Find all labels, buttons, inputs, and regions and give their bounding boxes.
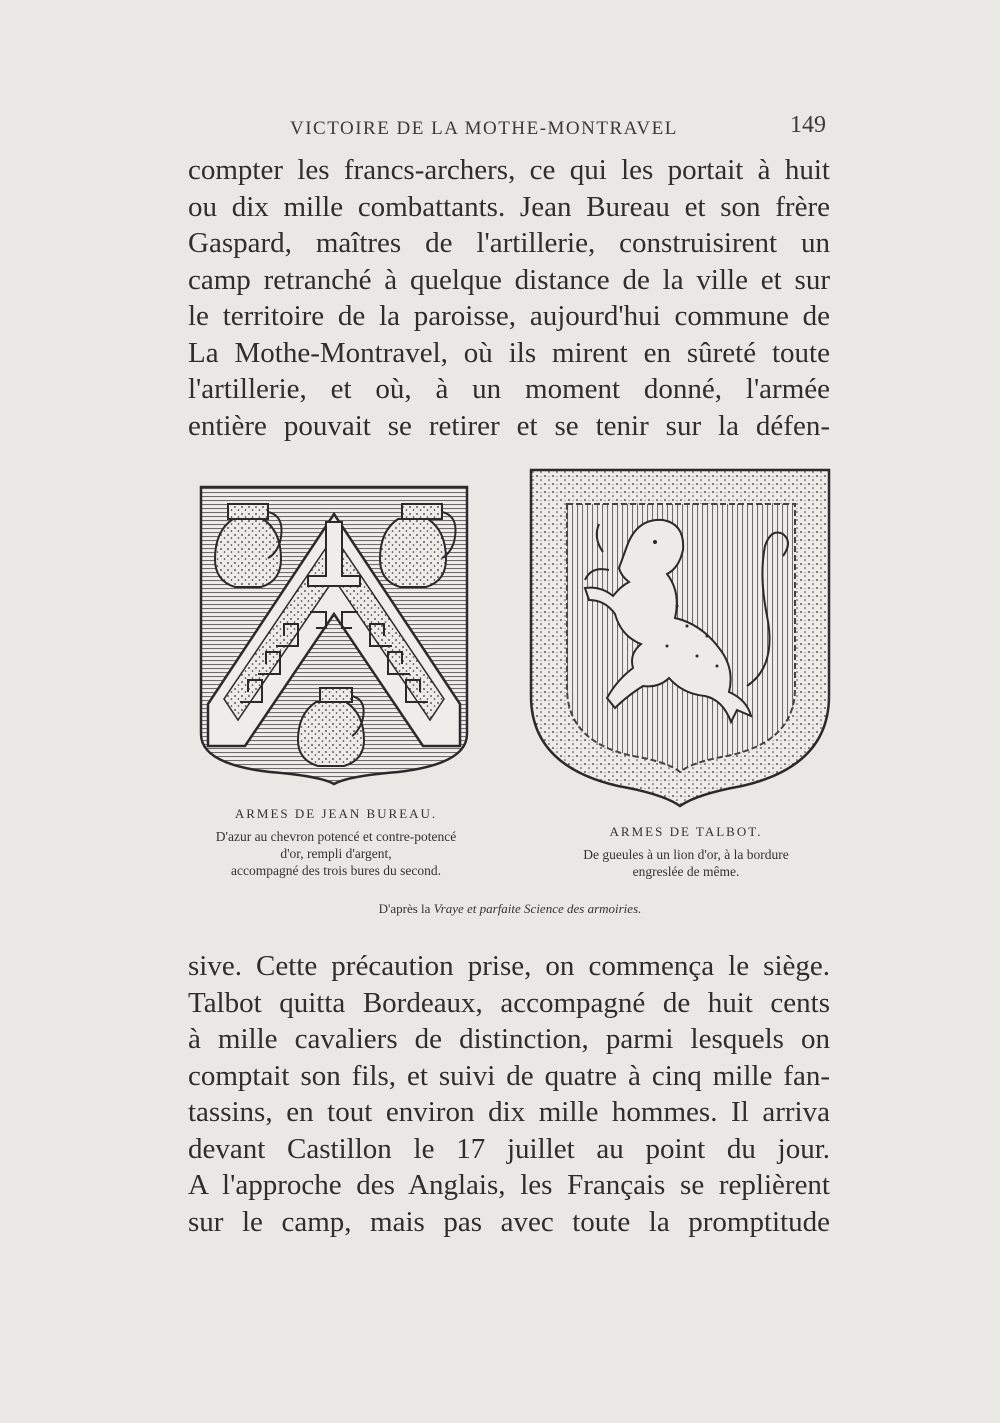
paragraph-top xyxy=(188,152,830,444)
source-note-title: Vraye et parfaite Science des armoiries. xyxy=(433,901,642,916)
text-line: l'artillerie, et où, à un moment donné, l'armée xyxy=(188,373,830,405)
source-note xyxy=(300,901,720,917)
text-line: sur le camp, mais pas avec toute la promptitude xyxy=(188,1205,830,1238)
text-line: le territoire de la paroisse, aujourd'hui commune de xyxy=(188,300,830,332)
caption-line: D'azur au chevron potencé et contre-potencé xyxy=(215,829,457,844)
page-number: 149 xyxy=(790,112,826,138)
caption-heading: ARMES DE JEAN BUREAU. xyxy=(234,806,438,821)
text-line: Gaspard, maîtres de l'artillerie, construisirent un xyxy=(188,227,830,259)
text-line: Talbot quitta Bordeaux, accompagné de huit cents xyxy=(188,986,830,1019)
caption-line: De gueules à un lion d'or, à la bordure xyxy=(583,847,789,862)
text-line: à mille cavaliers de distinction, parmi lesquels on xyxy=(188,1023,830,1055)
bureau-coat-of-arms-image xyxy=(198,484,470,786)
text-line: camp retranché à quelque distance de la ville et sur xyxy=(188,263,830,296)
caption-bureau xyxy=(176,806,496,879)
text-line: ou dix mille combattants. Jean Bureau et son frère xyxy=(188,190,830,223)
caption-talbot xyxy=(528,824,844,880)
text-line: entière pouvait se retirer et se tenir sur la défen- xyxy=(188,409,830,442)
caption-line: engreslée de même. xyxy=(632,864,740,879)
caption-line: accompagné des trois bures du second. xyxy=(231,863,441,878)
running-head xyxy=(290,112,830,142)
running-head-title: VICTOIRE DE LA MOTHE-MONTRAVEL xyxy=(290,118,678,139)
source-note-prefix: D'après la xyxy=(378,901,434,916)
text-line: comptait son fils, et suivi de quatre à cinq mille fan- xyxy=(188,1059,830,1092)
paragraph-bottom xyxy=(188,948,830,1240)
text-line: La Mothe-Montravel, où ils mirent en sûreté toute xyxy=(188,336,830,369)
text-line: compter les francs-archers, ce qui les portait à huit xyxy=(188,154,830,186)
caption-heading: ARMES DE TALBOT. xyxy=(609,824,763,839)
text-line: sive. Cette précaution prise, on commença le siège. xyxy=(188,950,830,982)
talbot-coat-of-arms-image xyxy=(527,466,833,808)
text-line: tassins, en tout environ dix mille hommes. Il arriva xyxy=(188,1096,830,1128)
caption-line: d'or, rempli d'argent, xyxy=(280,846,392,861)
text-line: A l'approche des Anglais, les Français se replièrent xyxy=(188,1169,830,1201)
text-line: devant Castillon le 17 juillet au point du jour. xyxy=(188,1132,830,1165)
